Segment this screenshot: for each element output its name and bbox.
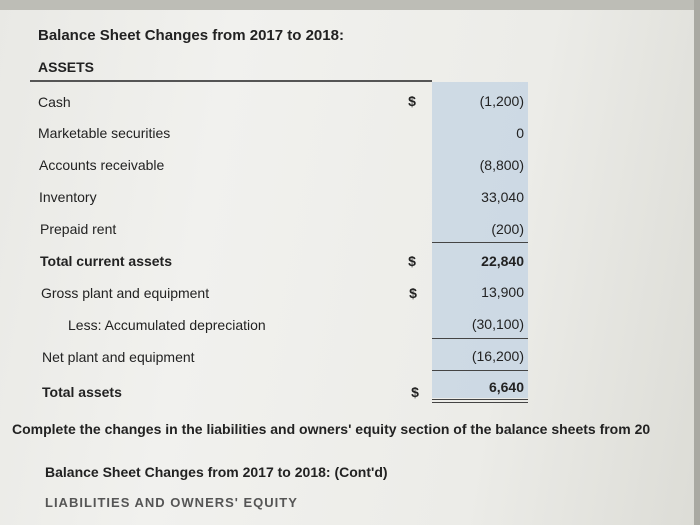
instruction-text: Complete the changes in the liabilities and owners' equity section of the balance sheets from 20 <box>12 421 651 437</box>
row-label-accumulated-depreciation: Less: Accumulated depreciation <box>68 317 266 333</box>
dollar-sign-cash: $ <box>408 93 416 109</box>
dollar-sign-total-current-assets: $ <box>408 253 416 269</box>
screen-bezel-right <box>694 0 700 525</box>
value-net-plant: (16,200) <box>471 348 524 364</box>
total-double-underline-1 <box>432 399 528 400</box>
row-label-prepaid-rent: Prepaid rent <box>40 221 117 237</box>
value-accumulated-depreciation: (30,100) <box>471 316 524 332</box>
value-total-assets: 6,640 <box>488 379 524 395</box>
row-label-gross-plant: Gross plant and equipment <box>41 285 210 301</box>
row-label-marketable-securities: Marketable securities <box>38 125 171 141</box>
value-gross-plant: 13,900 <box>481 284 524 300</box>
dollar-sign-gross-plant: $ <box>409 285 417 301</box>
row-label-accounts-receivable: Accounts receivable <box>39 157 165 173</box>
value-accounts-receivable: (8,800) <box>479 157 524 173</box>
dollar-sign-total-assets: $ <box>411 384 419 400</box>
assets-heading: ASSETS <box>38 59 95 75</box>
heading-rule <box>30 80 432 82</box>
liabilities-heading-cut: LIABILITIES AND OWNERS' EQUITY <box>45 495 298 510</box>
subtotal-underline-net-plant <box>432 370 528 371</box>
continued-title: Balance Sheet Changes from 2017 to 2018: (Cont'd) <box>45 464 388 480</box>
value-marketable-securities: 0 <box>516 125 524 141</box>
value-prepaid-rent: (200) <box>491 221 524 237</box>
row-label-inventory: Inventory <box>39 189 97 205</box>
subtotal-underline-depreciation <box>432 338 528 339</box>
total-double-underline-2 <box>432 402 528 403</box>
page-title: Balance Sheet Changes from 2017 to 2018: <box>38 27 344 44</box>
value-total-current-assets: 22,840 <box>481 253 524 269</box>
value-cash: (1,200) <box>479 93 524 109</box>
value-inventory: 33,040 <box>481 189 524 205</box>
row-label-net-plant: Net plant and equipment <box>42 349 195 365</box>
row-label-total-current-assets: Total current assets <box>40 253 173 269</box>
screen-bezel-top <box>0 0 700 10</box>
subtotal-underline-current-assets <box>432 242 528 243</box>
row-label-total-assets: Total assets <box>42 384 122 400</box>
row-label-cash: Cash <box>38 94 71 110</box>
